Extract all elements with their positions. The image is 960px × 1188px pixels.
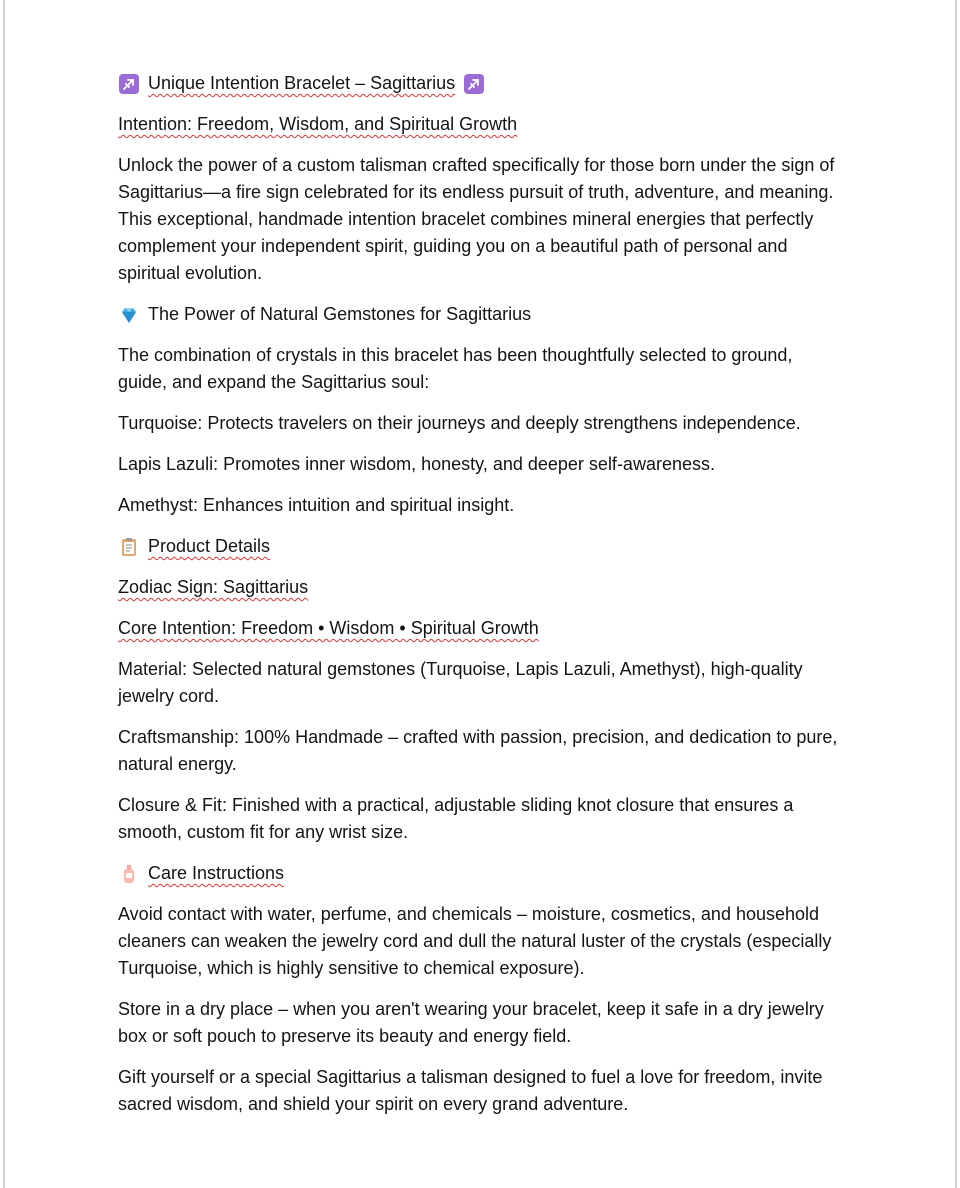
gemstones-heading-text: The Power of Natural Gemstones for Sagittarius bbox=[148, 304, 532, 324]
document-body[interactable] bbox=[118, 70, 840, 1132]
detail-item: Craftsmanship: 100% Handmade – crafted with passion, precision, and dedication to pure, natural energy. bbox=[118, 727, 838, 774]
page-right-edge bbox=[955, 0, 957, 1188]
detail-item: Core Intention: Freedom • Wisdom • Spiritual Growth bbox=[118, 618, 539, 638]
detail-item: Closure & Fit: Finished with a practical, adjustable sliding knot closure that ensures a smooth, custom fit for any wrist size. bbox=[118, 795, 794, 842]
product-title bbox=[118, 70, 840, 97]
care-heading-text: Care Instructions bbox=[148, 863, 285, 883]
gemstones-heading bbox=[118, 301, 840, 328]
details-heading bbox=[118, 533, 840, 560]
product-title-text: Unique Intention Bracelet – Sagittarius bbox=[148, 73, 456, 93]
gem-icon bbox=[118, 304, 140, 326]
detail-item: Material: Selected natural gemstones (Turquoise, Lapis Lazuli, Amethyst), high-quality jewelry cord. bbox=[118, 659, 803, 706]
gemstone-item: Turquoise: Protects travelers on their journeys and deeply strengthens independence. bbox=[118, 413, 801, 433]
clipboard-icon bbox=[118, 536, 140, 558]
details-heading-text: Product Details bbox=[148, 536, 271, 556]
care-item: Gift yourself or a special Sagittarius a talisman designed to fuel a love for freedom, invite sacred wisdom, and shield your spirit on every grand adventure. bbox=[118, 1067, 823, 1114]
intro-paragraph: Unlock the power of a custom talisman crafted specifically for those born under the sign of Sagittarius—a fire sign celebrated for its endless pursuit of truth, adventure, and meaning. This exceptional, handmade intention bracelet combines mineral energies that perfectly complement your independent spirit, guiding you on a beautiful path of personal and spiritual evolution. bbox=[118, 155, 835, 283]
intention-line: Intention: Freedom, Wisdom, and Spiritual Growth bbox=[118, 114, 518, 134]
page-left-edge bbox=[3, 0, 5, 1188]
lotion-bottle-icon bbox=[118, 863, 140, 885]
care-heading bbox=[118, 860, 840, 887]
gemstone-item: Lapis Lazuli: Promotes inner wisdom, honesty, and deeper self-awareness. bbox=[118, 454, 715, 474]
care-item: Store in a dry place – when you aren't wearing your bracelet, keep it safe in a dry jewelry box or soft pouch to preserve its beauty and energy field. bbox=[118, 999, 824, 1046]
gemstones-intro: The combination of crystals in this bracelet has been thoughtfully selected to ground, guide, and expand the Sagittarius soul: bbox=[118, 345, 793, 392]
gemstone-item: Amethyst: Enhances intuition and spiritual insight. bbox=[118, 495, 515, 515]
sagittarius-icon bbox=[463, 73, 485, 95]
sagittarius-icon bbox=[118, 73, 140, 95]
care-item: Avoid contact with water, perfume, and chemicals – moisture, cosmetics, and household cleaners can weaken the jewelry cord and dull the natural luster of the crystals (especially Turquoise, which is highly sensitive to chemical exposure). bbox=[118, 904, 832, 978]
detail-item: Zodiac Sign: Sagittarius bbox=[118, 577, 309, 597]
